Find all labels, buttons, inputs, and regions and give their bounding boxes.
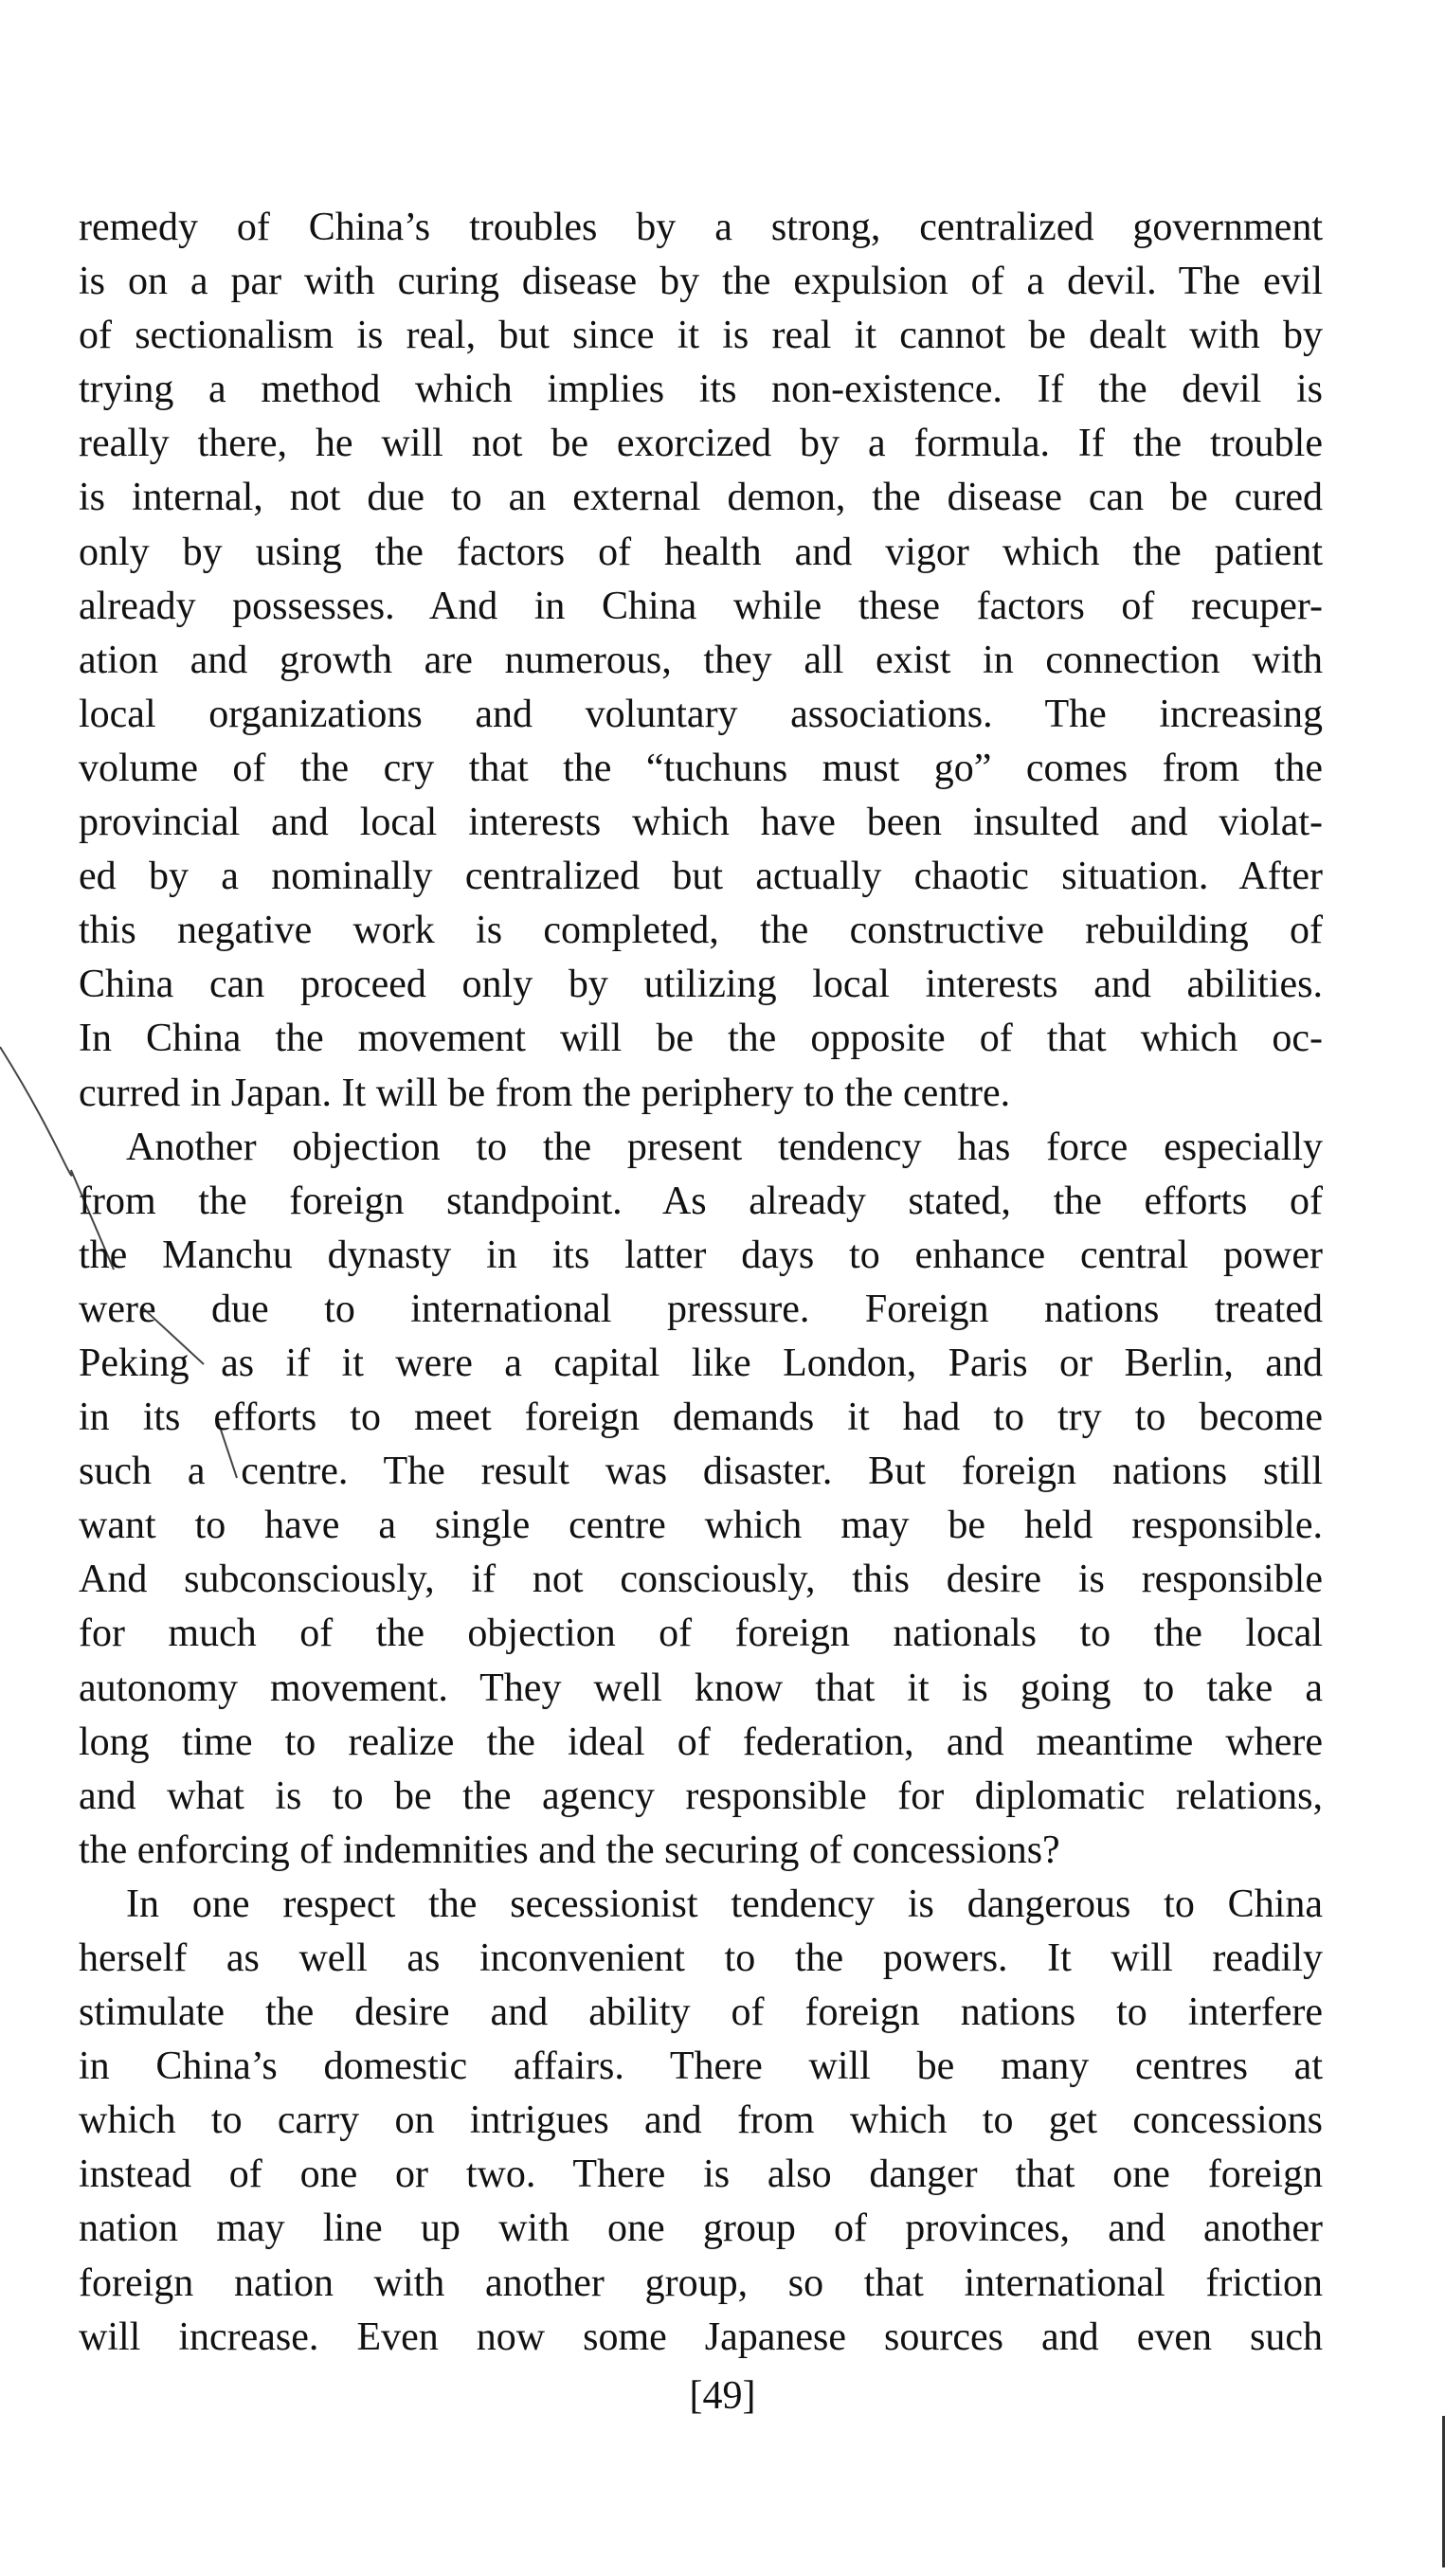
text-line: in its efforts to meet foreign demands it had to try to become xyxy=(79,1396,1323,1440)
text-line: instead of one or two. There is also danger that one foreign xyxy=(79,2153,1323,2197)
text-line: provincial and local interests which have been insulted and violat- xyxy=(79,801,1323,845)
text-line: Peking as if it were a capital like London, Paris or Berlin, and xyxy=(79,1341,1323,1385)
text-line: were due to international pressure. Foreign nations treated xyxy=(79,1287,1323,1331)
text-line: autonomy movement. They well know that it is going to take a xyxy=(79,1666,1323,1710)
page-number: [49] xyxy=(689,2374,756,2418)
text-line: is internal, not due to an external demon, the disease can be cured xyxy=(79,476,1323,520)
text-line: from the foreign standpoint. As already stated, the efforts of xyxy=(79,1179,1323,1223)
text-line: In one respect the secessionist tendency is dangerous to China xyxy=(126,1882,1323,1926)
text-line: local organizations and voluntary associations. The increasing xyxy=(79,692,1323,736)
text-line: ed by a nominally centralized but actually chaotic situation. After xyxy=(79,855,1323,899)
text-line: remedy of China’s troubles by a strong, centralized government xyxy=(79,206,1323,249)
text-line: the enforcing of indemnities and the securing of concessions? xyxy=(79,1828,1060,1872)
text-line: trying a method which implies its non-existence. If the devil is xyxy=(79,368,1323,412)
text-line: only by using the factors of health and vigor which the patient xyxy=(79,530,1323,574)
text-line: such a centre. The result was disaster. But foreign nations still xyxy=(79,1450,1323,1494)
text-line: and what is to be the agency responsible for diplomatic relations, xyxy=(79,1774,1323,1818)
text-line: stimulate the desire and ability of foreign nations to interfere xyxy=(79,1991,1323,2035)
text-line: is on a par with curing disease by the expulsion of a devil. The evil xyxy=(79,260,1323,304)
text-line: curred in Japan. It will be from the periphery to the centre. xyxy=(79,1071,1011,1115)
text-line: will increase. Even now some Japanese sources and even such xyxy=(79,2315,1323,2359)
text-line: the Manchu dynasty in its latter days to enhance central power xyxy=(79,1233,1323,1277)
text-line: this negative work is completed, the constructive rebuilding of xyxy=(79,909,1323,953)
text-line: nation may line up with one group of provinces, and another xyxy=(79,2207,1323,2251)
text-line: herself as well as inconvenient to the powers. It will readily xyxy=(79,1937,1323,1980)
text-line: really there, he will not be exorcized by a formula. If the trouble xyxy=(79,422,1323,466)
text-line: ation and growth are numerous, they all exist in connection with xyxy=(79,638,1323,682)
paragraph xyxy=(79,1878,1323,2365)
text-line: China can proceed only by utilizing local interests and abilities. xyxy=(79,963,1323,1007)
text-line: already possesses. And in China while these factors of recuper- xyxy=(79,584,1323,628)
text-line: for much of the objection of foreign nationals to the local xyxy=(79,1612,1323,1656)
text-line: long time to realize the ideal of federation, and meantime where xyxy=(79,1720,1323,1764)
text-line: Another objection to the present tendency has force especially xyxy=(126,1125,1323,1169)
paragraph xyxy=(79,201,1323,1121)
paragraph xyxy=(79,1121,1323,1878)
body-text xyxy=(79,201,1323,2365)
text-line: volume of the cry that the “tuchuns must go” comes from the xyxy=(79,746,1323,790)
text-line: foreign nation with another group, so that international friction xyxy=(79,2261,1323,2305)
text-line: want to have a single centre which may be held responsible. xyxy=(79,1504,1323,1548)
text-line: of sectionalism is real, but since it is real it cannot be dealt with by xyxy=(79,314,1323,358)
text-line: In China the movement will be the opposite of that which oc- xyxy=(79,1017,1323,1061)
text-line: in China’s domestic affairs. There will be many centres at xyxy=(79,2045,1323,2089)
text-line: And subconsciously, if not consciously, this desire is responsible xyxy=(79,1558,1323,1602)
text-line: which to carry on intrigues and from which to get concessions xyxy=(79,2099,1323,2143)
